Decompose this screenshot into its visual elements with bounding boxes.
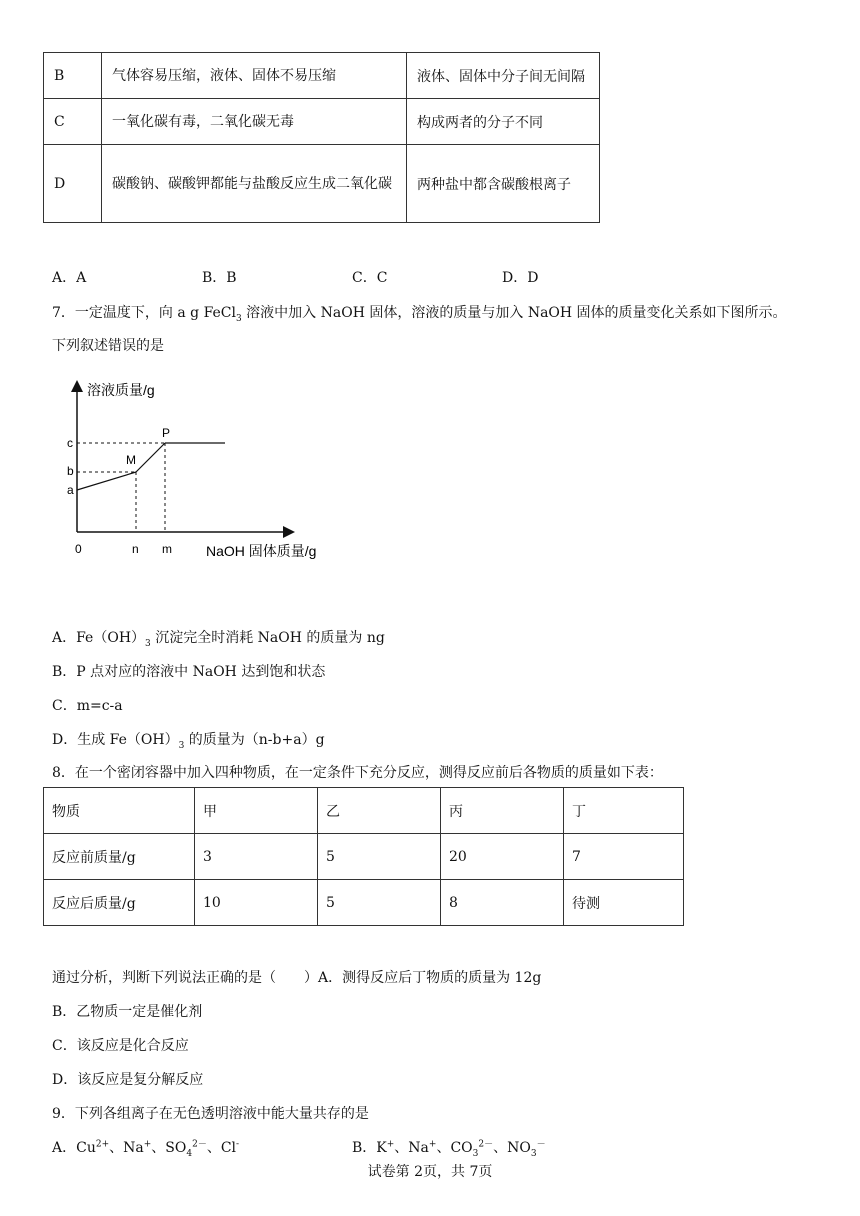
y-axis-label: 溶液质量/g [87, 382, 155, 398]
ion-text: 、CO [436, 1140, 473, 1156]
ion-text: B．K [352, 1140, 387, 1156]
phenomenon-cell: 碳酸钠、碳酸钾都能与盐酸反应生成二氧化碳 [102, 145, 407, 223]
table-cell: 10 [195, 880, 318, 926]
question8-option-b: B．乙物质一定是催化剂 [52, 1004, 203, 1020]
superscript: 2－ [478, 1139, 494, 1150]
table-header: 丙 [441, 788, 564, 834]
question7-option-a [52, 627, 385, 647]
option-b: B．B [202, 270, 237, 286]
subscript: 3 [145, 638, 151, 649]
table-cell: 反应后质量/g [44, 880, 195, 926]
option-text: D．生成 Fe（OH） [52, 732, 179, 748]
question6-options [52, 267, 752, 287]
superscript: + [428, 1139, 437, 1150]
question7-option-d [52, 729, 325, 749]
question7-stem-line2: 下列叙述错误的是 [52, 338, 164, 354]
option-c: C．C [352, 270, 388, 286]
superscript: 2+ [95, 1139, 110, 1150]
ion-text: A．Cu [52, 1140, 96, 1156]
question8-table [43, 787, 684, 926]
question7-option-c: C．m=c-a [52, 698, 123, 714]
question8-prompt: 通过分析，判断下列说法正确的是（ ）A．测得反应后丁物质的质量为 12g [52, 970, 542, 986]
x-axis-label: NaOH 固体质量/g [206, 543, 317, 559]
table-cell: 反应前质量/g [44, 834, 195, 880]
table-cell: 5 [318, 880, 441, 926]
x-tick-m: m [162, 542, 172, 556]
table-cell: 5 [318, 834, 441, 880]
question6-table [43, 52, 600, 223]
stem-text: 7．一定温度下，向 a g FeCl [52, 305, 236, 321]
option-text: 的质量为（n-b+a）g [184, 732, 325, 748]
ion-text: 、Na [109, 1140, 144, 1156]
question7-option-b: B．P 点对应的溶液中 NaOH 达到饱和状态 [52, 664, 326, 680]
row-label: D [44, 145, 102, 223]
table-cell: 8 [441, 880, 564, 926]
phenomenon-cell: 一氧化碳有毒，二氧化碳无毒 [102, 99, 407, 145]
question9-stem: 9．下列各组离子在无色透明溶液中能大量共存的是 [52, 1106, 369, 1122]
point-label-p: P [162, 426, 171, 440]
question8-option-d: D．该反应是复分解反应 [52, 1072, 204, 1088]
x-tick-0: 0 [75, 542, 82, 556]
subscript: 3 [178, 740, 185, 751]
ion-text: 、Cl [206, 1140, 237, 1156]
explanation-cell: 液体、固体中分子间无间隔 [407, 53, 600, 99]
ion-text: 、SO [151, 1140, 187, 1156]
table-header: 物质 [44, 788, 195, 834]
table-header: 丁 [564, 788, 684, 834]
superscript: - [236, 1139, 240, 1150]
point-label-m: M [126, 453, 136, 467]
superscript: 2－ [192, 1139, 207, 1150]
table-row [44, 145, 600, 223]
ion-text: 、NO [493, 1140, 531, 1156]
row-label: C [44, 99, 102, 145]
stem-text: 溶液中加入 NaOH 固体，溶液的质量与加入 NaOH 固体的质量变化关系如下图所示。 [241, 305, 787, 321]
table-row [44, 834, 684, 880]
option-d: D．D [502, 270, 539, 286]
table-cell: 待测 [564, 880, 684, 926]
subscript: 3 [472, 1148, 479, 1159]
explanation-cell: 两种盐中都含碳酸根离子 [407, 145, 600, 223]
question9-option-b [352, 1137, 546, 1157]
question8-option-c: C．该反应是化合反应 [52, 1038, 189, 1054]
subscript: 4 [186, 1148, 193, 1159]
row-label: B [44, 53, 102, 99]
x-tick-n: n [132, 542, 139, 556]
table-header: 甲 [195, 788, 318, 834]
question7-graph [60, 375, 340, 565]
table-cell: 3 [195, 834, 318, 880]
explanation-cell: 构成两者的分子不同 [407, 99, 600, 145]
table-row [44, 99, 600, 145]
superscript: + [386, 1139, 395, 1150]
table-row [44, 53, 600, 99]
table-cell: 7 [564, 834, 684, 880]
curve-segment [77, 472, 136, 490]
table-header: 乙 [318, 788, 441, 834]
subscript: 3 [530, 1148, 537, 1159]
option-text: A．Fe（OH） [52, 630, 146, 646]
question9-option-a [52, 1137, 239, 1157]
curve-segment [136, 443, 165, 472]
option-a: A．A [52, 270, 87, 286]
question8-stem: 8．在一个密闭容器中加入四种物质，在一定条件下充分反应，测得反应前后各物质的质量如下表： [52, 765, 663, 781]
y-tick-c: c [67, 436, 73, 450]
phenomenon-cell: 气体容易压缩，液体、固体不易压缩 [102, 53, 407, 99]
option-text: 沉淀完全时消耗 NaOH 的质量为 ng [150, 630, 385, 646]
question7-stem-line1 [52, 302, 787, 322]
table-row [44, 880, 684, 926]
page-footer: 试卷第 2页，共 7页 [367, 1164, 493, 1180]
superscript: － [536, 1139, 546, 1150]
ion-text: 、Na [394, 1140, 429, 1156]
table-header-row [44, 788, 684, 834]
y-tick-a: a [67, 483, 74, 497]
table-cell: 20 [441, 834, 564, 880]
y-tick-b: b [67, 464, 74, 478]
subscript: 3 [236, 313, 242, 324]
superscript: + [143, 1139, 152, 1150]
